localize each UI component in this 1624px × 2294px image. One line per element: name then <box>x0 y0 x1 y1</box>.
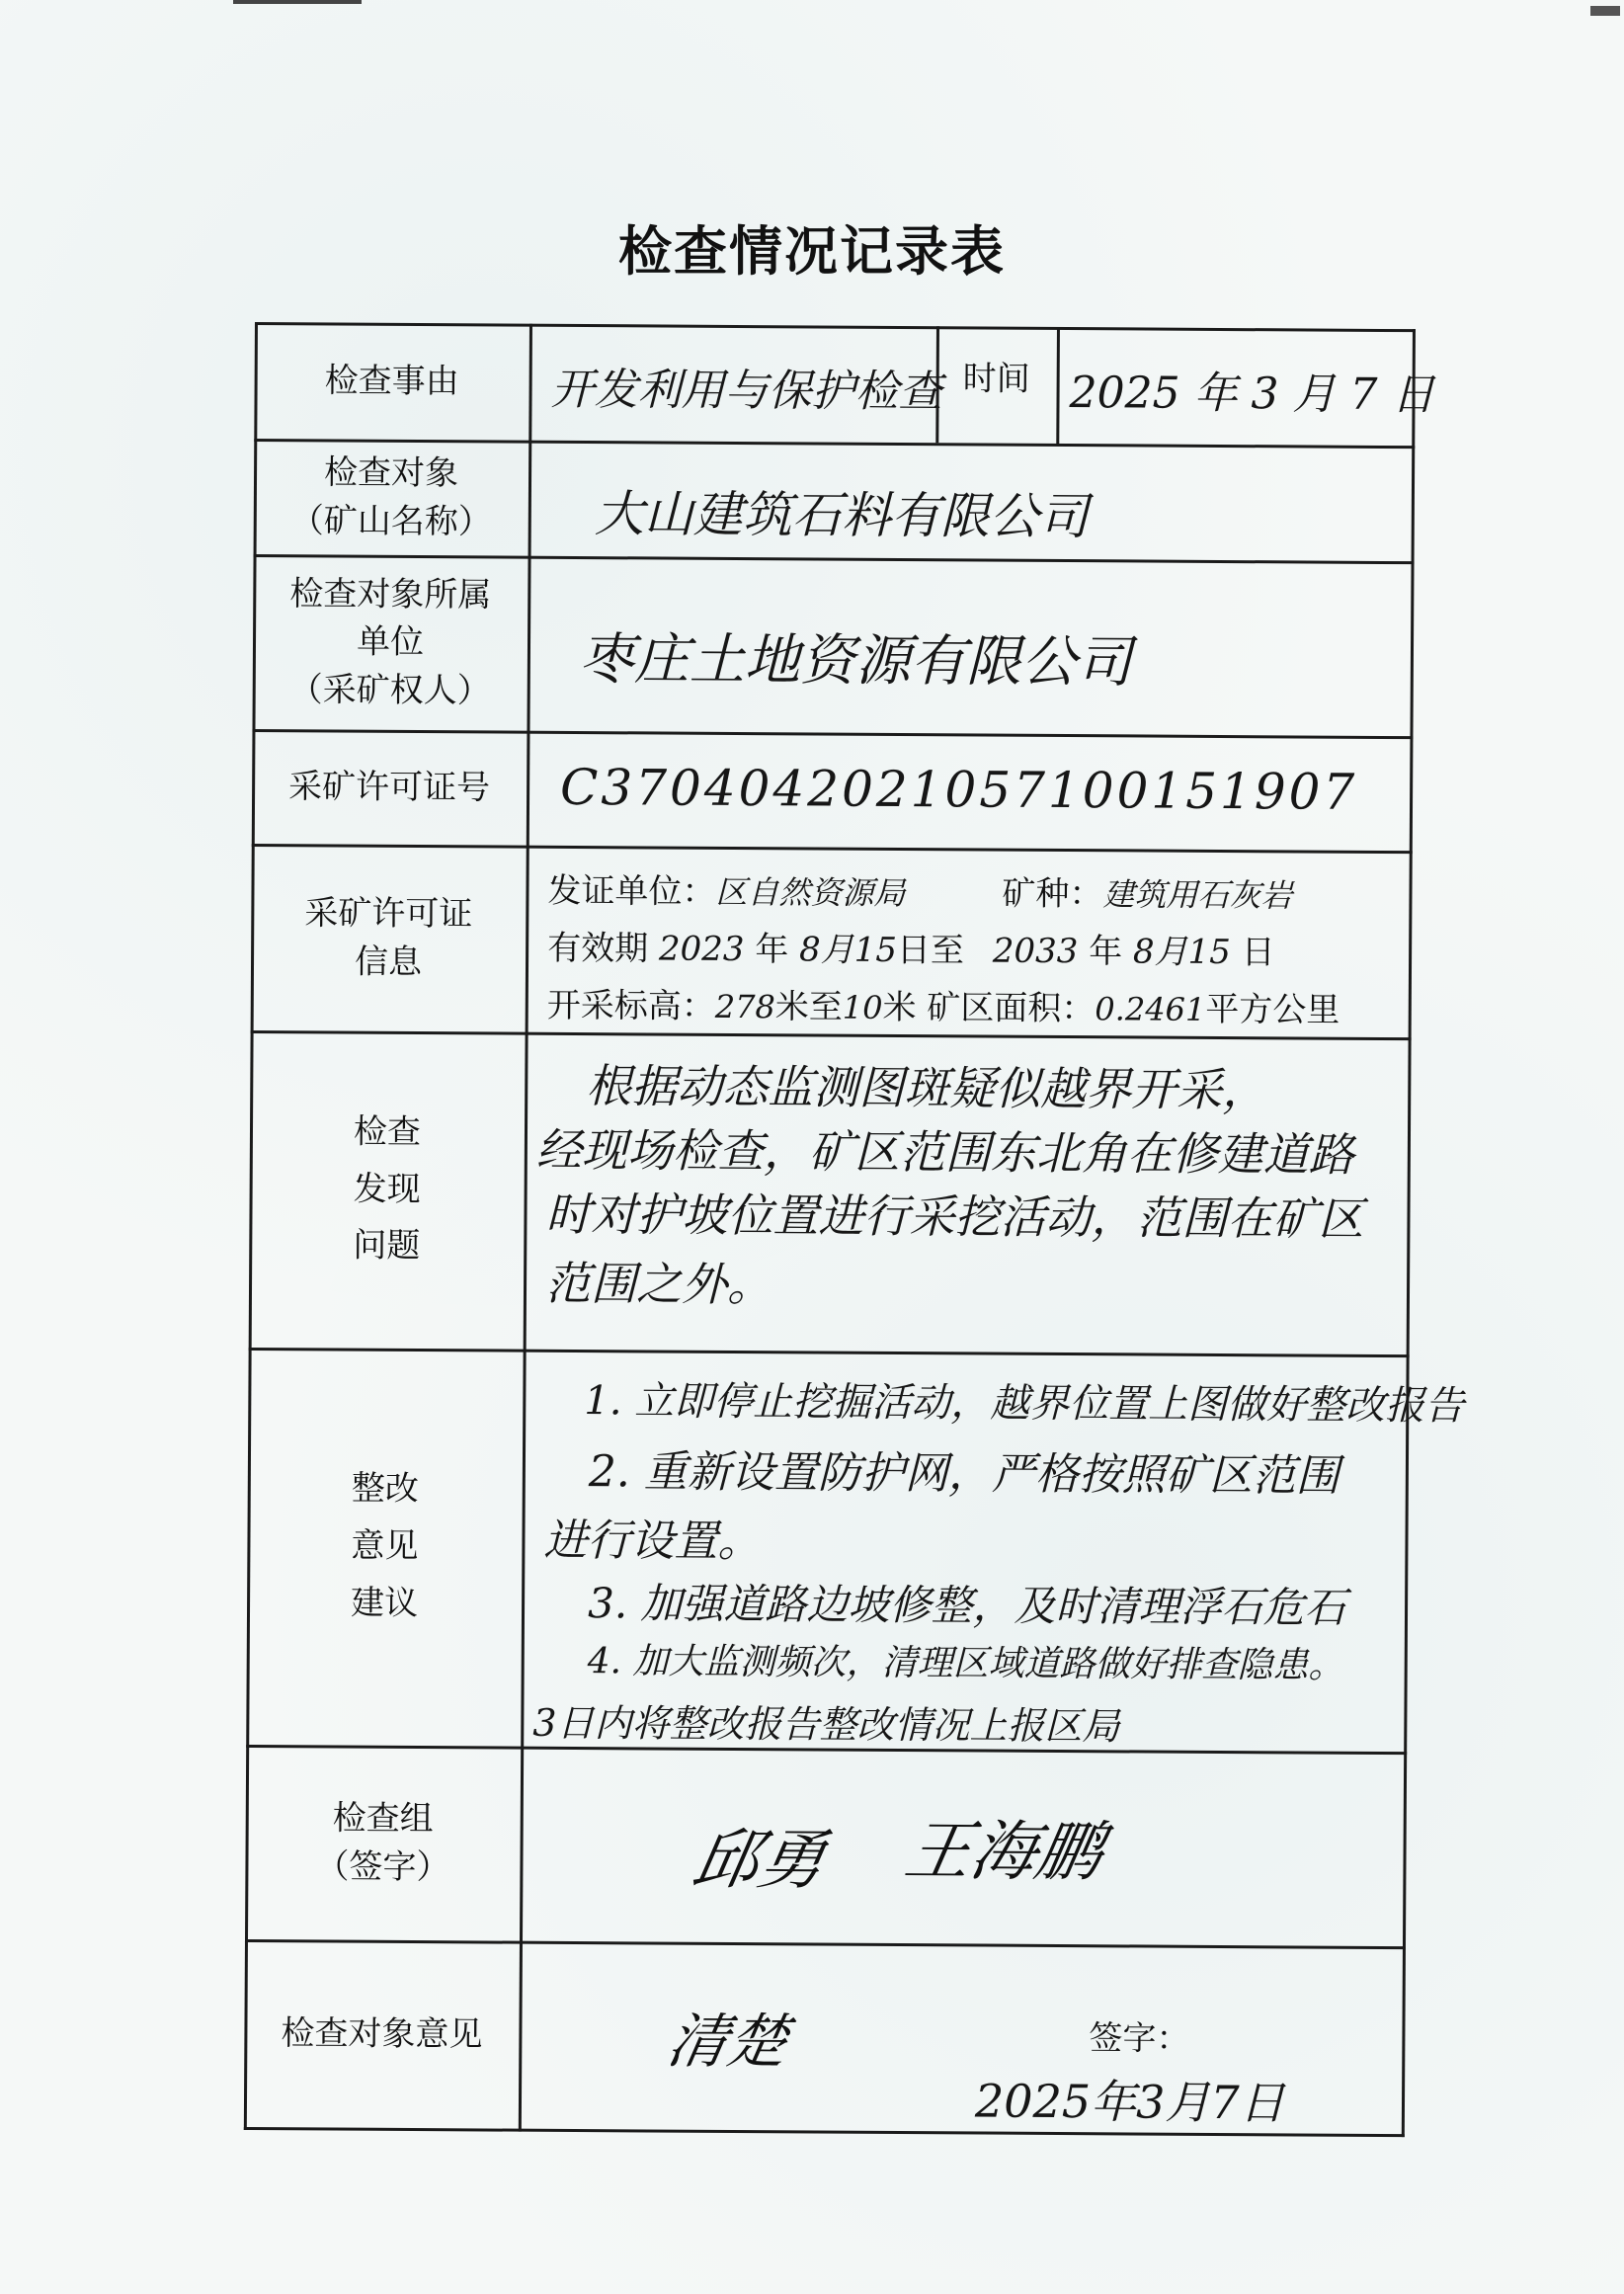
opinion-value: 清楚 <box>662 2007 793 2078</box>
record-table <box>244 322 1465 2137</box>
issuer-value: 区自然资源局 <box>715 872 906 913</box>
elevation-line: 开采标高：278米至10米 矿区面积：0.2461平方公里 <box>546 985 1340 1030</box>
license-info-label: 采矿许可证 信息 <box>304 893 473 982</box>
document-title: 检查情况记录表 <box>618 220 1006 283</box>
findings-label: 检查 发现 问题 <box>353 1111 422 1267</box>
object-label: 检查对象 （矿山名称） <box>289 452 492 541</box>
owner-label: 检查对象所属 单位 （采矿权人） <box>288 574 492 711</box>
suggestions-label: 整改 意见 建议 <box>350 1468 419 1623</box>
object-value: 大山建筑石料有限公司 <box>594 485 1089 546</box>
team-signature: 王海鹏 <box>899 1813 1109 1891</box>
findings-line: 时对护坡位置进行采挖活动，范围在矿区 <box>545 1187 1364 1246</box>
suggestion-line: 2. 重新设置防护网，严格按照矿区范围 <box>588 1446 1340 1502</box>
opinion-date: 2025年3月7日 <box>974 2074 1285 2130</box>
mineral-line: 矿种：建筑用石灰岩 <box>1002 873 1293 915</box>
time-value: 2025 年 3 月 7 日 <box>1069 368 1435 421</box>
reason-label: 检查事由 <box>324 361 459 402</box>
validity-line: 有效期 2023 年 8月15日至 2033 年 8月15 日 <box>547 928 1275 973</box>
issuer-line: 发证单位：区自然资源局 <box>547 870 906 913</box>
suggestion-line: 1. 立即停止挖掘活动，越界位置上图做好整改报告 <box>584 1378 1465 1430</box>
owner-value: 枣庄土地资源有限公司 <box>578 627 1133 696</box>
suggestion-line: 进行设置。 <box>543 1515 762 1568</box>
license-no-label: 采矿许可证号 <box>288 767 491 808</box>
findings-line: 经现场检查，矿区范围东北角在修建道路 <box>535 1122 1355 1182</box>
suggestion-line: 3日内将整改报告整改情况上报区局 <box>532 1700 1120 1749</box>
team-label: 检查组 （签字） <box>315 1798 450 1887</box>
reason-value: 开发利用与保护检查 <box>550 364 942 418</box>
suggestion-line: 4. 加大监测频次，清理区域道路做好排查隐患。 <box>587 1641 1344 1686</box>
team-signature: 邱勇 <box>687 1821 832 1899</box>
scan-edge-mark <box>233 0 362 4</box>
license-no-value: C3704042021057100151907 <box>559 758 1358 821</box>
suggestion-line: 3. 加强道路边坡修整，及时清理浮石危石 <box>587 1579 1346 1632</box>
opinion-label: 检查对象意见 <box>281 2013 483 2055</box>
findings-line: 范围之外。 <box>544 1256 773 1312</box>
findings-line: 根据动态监测图斑疑似越界开采， <box>586 1059 1268 1117</box>
scan-edge-mark <box>1590 6 1620 16</box>
time-label: 时间 <box>962 359 1030 399</box>
mineral-value: 建筑用石灰岩 <box>1102 875 1293 915</box>
opinion-sign-label: 签字： <box>1089 2018 1190 2059</box>
